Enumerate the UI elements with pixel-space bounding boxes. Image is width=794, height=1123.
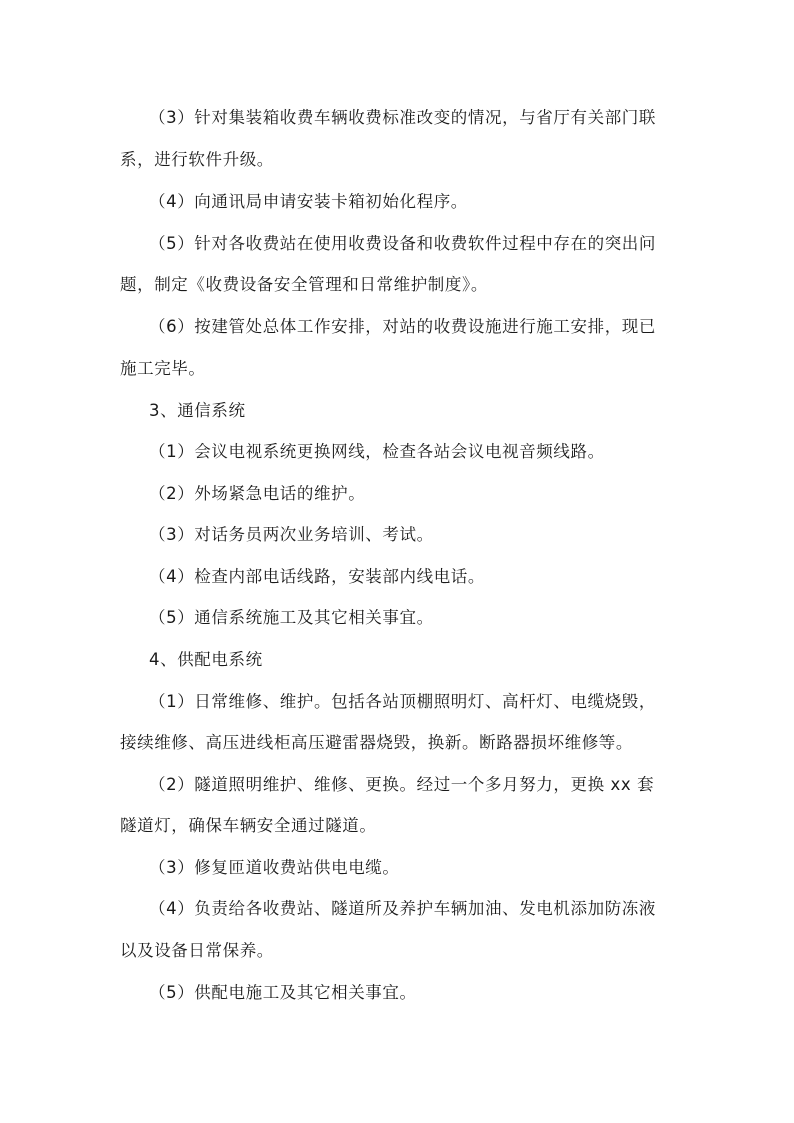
paragraph-line: 施工完毕。	[120, 359, 206, 378]
paragraph-line: （5）通信系统施工及其它相关事宜。	[149, 608, 434, 627]
paragraph-line: 题，制定《收费设备安全管理和日常维护制度》。	[120, 275, 488, 294]
paragraph-line: （3）对话务员两次业务培训、考试。	[149, 525, 434, 544]
paragraph-line: （5）供配电施工及其它相关事宜。	[149, 983, 417, 1002]
paragraph-line: （3）针对集装箱收费车辆收费标准改变的情况，与省厅有关部门联	[149, 108, 656, 127]
paragraph-line: （4）向通讯局申请安装卡箱初始化程序。	[149, 192, 468, 211]
paragraph-line: （1）会议电视系统更换网线，检查各站会议电视音频线路。	[149, 442, 605, 461]
paragraph-line: （5）针对各收费站在使用收费设备和收费软件过程中存在的突出问	[149, 234, 656, 253]
paragraph-line: （6）按建管处总体工作安排，对站的收费设施进行施工安排，现已	[149, 317, 656, 336]
section-heading: 3、通信系统	[149, 401, 246, 420]
paragraph-line: 隧道灯，确保车辆安全通过隧道。	[120, 816, 377, 835]
paragraph-line: （2）外场紧急电话的维护。	[149, 484, 366, 503]
section-heading: 4、供配电系统	[149, 650, 263, 669]
paragraph-line: （4）负责给各收费站、隧道所及养护车辆加油、发电机添加防冻液	[149, 899, 656, 918]
paragraph-line: （4）检查内部电话线路，安装部内线电话。	[149, 567, 485, 586]
paragraph-line: （2）隧道照明维护、维修、更换。经过一个多月努力，更换 xx 套	[149, 775, 655, 794]
paragraph-line: （3）修复匝道收费站供电电缆。	[149, 858, 400, 877]
paragraph-line: 接续维修、高压进线柜高压避雷器烧毁，换新。断路器损坏维修等。	[120, 733, 633, 752]
paragraph-line: （1）日常维修、维护。包括各站顶棚照明灯、高杆灯、电缆烧毁，	[149, 692, 656, 711]
paragraph-line: 系，进行软件升级。	[120, 150, 274, 169]
paragraph-line: 以及设备日常保养。	[120, 941, 274, 960]
